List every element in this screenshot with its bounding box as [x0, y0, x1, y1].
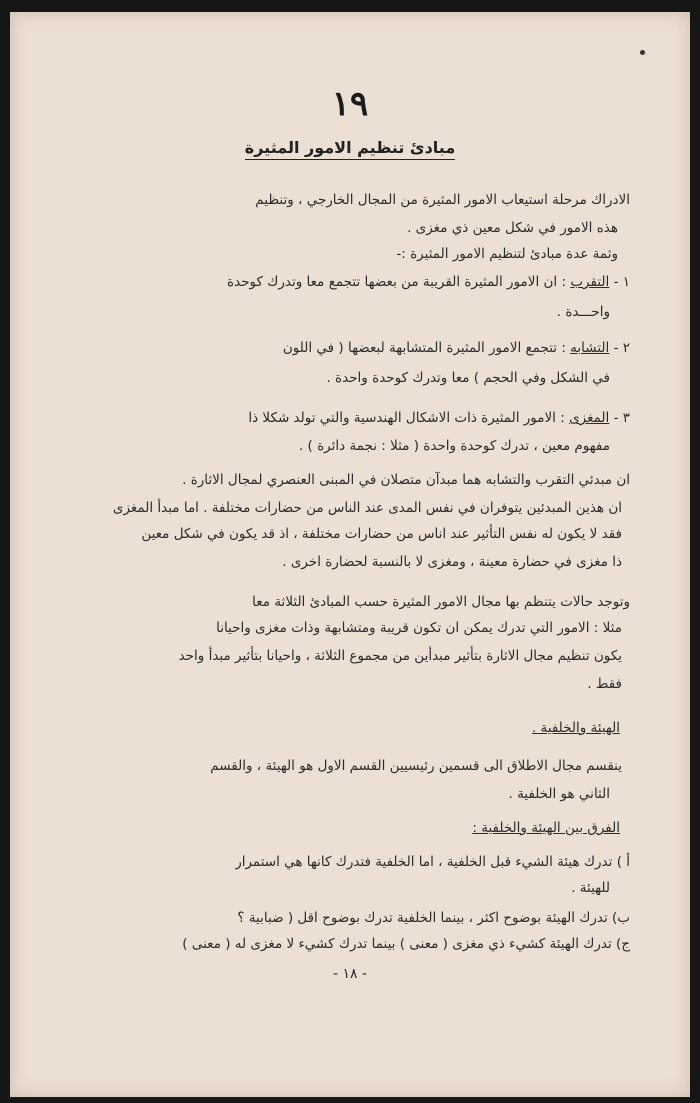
list-item-continuation: في الشكل وفي الحجم ) معا وتدرك كوحدة واحدة . — [326, 370, 610, 386]
section-heading: الهيئة والخلفية . — [531, 720, 620, 736]
paragraph-line: فقط . — [587, 676, 622, 692]
page-title: مبادئ تنظيم الامور المثيرة — [10, 138, 690, 157]
paragraph-line: ان مبدئي التقرب والتشابه هما مبدآن متصلان في المبنى العنصري لمجال الاثارة . — [182, 472, 630, 488]
printed-page-number: - ١٨ - — [332, 966, 368, 982]
paragraph-line: ينقسم مجال الاطلاق الى قسمين رئيسيين القسم الاول هو الهيئة ، والقسم — [210, 758, 622, 774]
list-item: ٣ - المغزى : الامور المثيرة ذات الاشكال الهندسية والتي تولد شكلا ذا — [248, 410, 630, 426]
paragraph-line: يكون تنظيم مجال الاثارة بتأثير مبدأين من مجموع الثلاثة ، واحيانا بتأثير مبدأ واحد — [178, 648, 622, 664]
list-item-continuation: للهيئة . — [571, 880, 610, 896]
list-item-heading: التشابه — [570, 340, 610, 356]
list-item: ٢ - التشابه : تتجمع الامور المثيرة المتشابهة لبعضها ( في اللون — [282, 340, 630, 356]
paragraph-line: مثلا : الامور التي تدرك يمكن ان تكون قريبة ومتشابهة وذات مغزى واحيانا — [216, 620, 622, 636]
list-item-heading: التقرب — [570, 274, 610, 290]
list-item-continuation: مفهوم معين ، تدرك كوحدة واحدة ( مثلا : نجمة دائرة ) . — [298, 438, 610, 454]
list-item: أ ) تدرك هيئة الشيء قبل الخلفية ، اما الخلفية فتدرك كانها هي استمرار — [235, 854, 630, 870]
paragraph-line: وثمة عدة مبادئ لتنظيم الامور المثيرة :- — [396, 246, 618, 262]
list-item-heading: المغزى — [569, 410, 610, 426]
list-item: ١ - التقرب : ان الامور المثيرة القريبة من بعضها تتجمع معا وتدرك كوحدة — [227, 274, 630, 290]
paragraph-line: ان هذين المبدئين يتوفران في نفس المدى عند الناس من حضارات مختلفة . اما مبدأ المغزى — [112, 500, 622, 516]
pin-hole — [640, 50, 645, 55]
list-item: ب) تدرك الهيئة بوضوح اكثر ، بينما الخلفية تدرك بوضوح اقل ( ضبابية ؟ — [237, 910, 630, 926]
paragraph-line: ذا مغزى في حضارة معينة ، ومغزى لا بالنسبة لحضارة اخرى . — [282, 554, 622, 570]
paragraph-line: هذه الامور في شكل معين ذي مغزى . — [407, 220, 618, 236]
document-page — [10, 12, 690, 1097]
paragraph-line: الادراك مرحلة استيعاب الامور المثيرة من المجال الخارجي ، وتنظيم — [255, 192, 630, 208]
list-item-continuation: واحـــدة . — [556, 304, 610, 320]
paragraph-line: وتوجد حالات يتنظم بها مجال الامور المثيرة حسب المبادئ الثلاثة معا — [252, 594, 630, 610]
list-item: ج) تدرك الهيئة كشيء ذي مغزى ( معنى ) بينما تدرك كشيء لا مغزى له ( معنى ) — [182, 936, 630, 952]
paragraph-line: الثاني هو الخلفية . — [508, 786, 610, 802]
handwritten-page-number: ١٩ — [331, 84, 369, 124]
paragraph-line: فقد لا يكون له نفس التأثير عند اناس من حضارات مختلفة ، اذ قد يكون في شكل معين — [141, 526, 622, 542]
section-heading: الفرق بين الهيئة والخلفية : — [472, 820, 620, 836]
